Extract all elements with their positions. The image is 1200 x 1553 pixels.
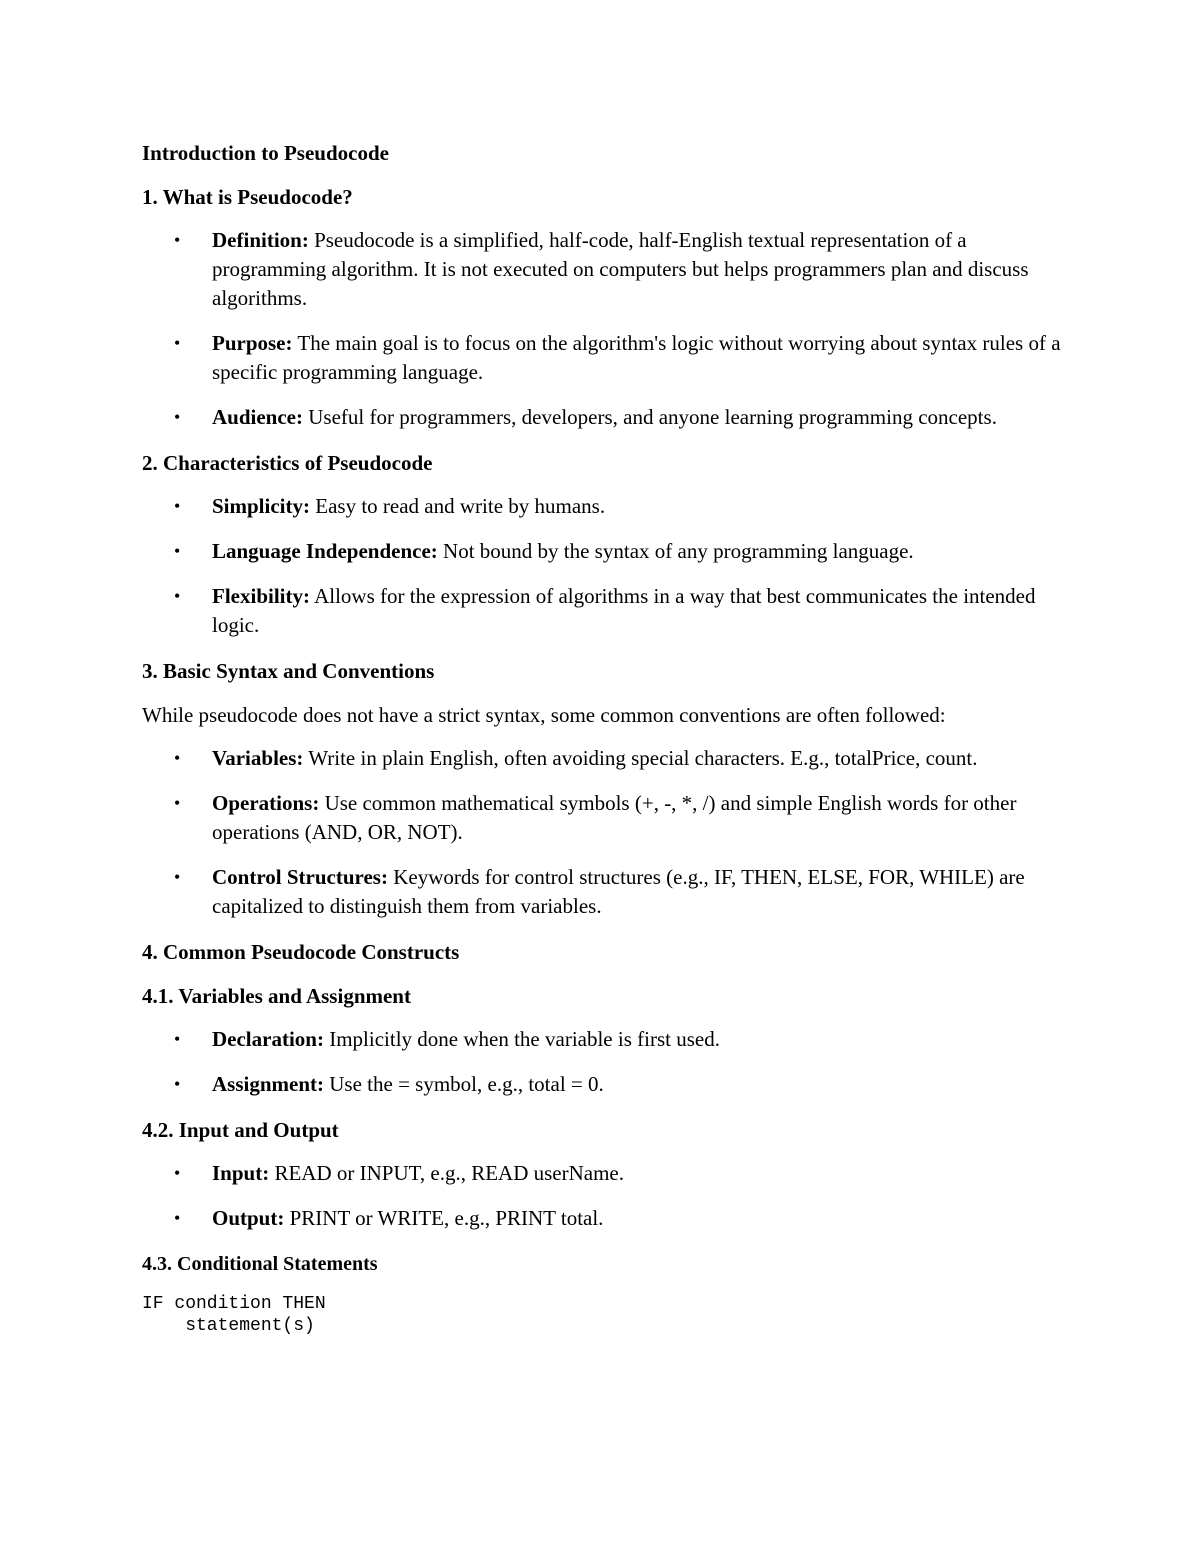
item-text: Implicitly done when the variable is first used. bbox=[323, 1027, 720, 1051]
list-item bbox=[142, 537, 1072, 566]
item-term: Variables: bbox=[212, 746, 304, 770]
list-item bbox=[142, 1204, 1072, 1233]
item-term: Operations: bbox=[212, 791, 320, 815]
section-3-list bbox=[142, 744, 1072, 921]
list-item bbox=[142, 863, 1072, 921]
item-text: Allows for the expression of algorithms in a way that best communicates the intended logic. bbox=[212, 584, 1036, 637]
section-1-heading: 1. What is Pseudocode? bbox=[142, 185, 353, 209]
bullet-icon: • bbox=[174, 793, 181, 813]
list-item bbox=[142, 582, 1072, 640]
item-text: PRINT or WRITE, e.g., PRINT total. bbox=[284, 1206, 604, 1230]
bullet-icon: • bbox=[174, 867, 181, 887]
item-text: READ or INPUT, e.g., READ userName. bbox=[269, 1161, 624, 1185]
bullet-icon: • bbox=[174, 407, 181, 427]
item-term: Simplicity: bbox=[212, 494, 310, 518]
section-3-intro: While pseudocode does not have a strict syntax, some common conventions are often followed: bbox=[142, 703, 946, 727]
item-text: The main goal is to focus on the algorithm's logic without worrying about syntax rules of a specific programming language. bbox=[212, 331, 1061, 384]
item-term: Flexibility: bbox=[212, 584, 310, 608]
item-term: Declaration: bbox=[212, 1027, 324, 1051]
section-4-1-list bbox=[142, 1025, 1072, 1099]
item-term: Definition: bbox=[212, 228, 309, 252]
document-page bbox=[142, 138, 1072, 1337]
item-text: Pseudocode is a simplified, half-code, half-English textual representation of a programming algorithm. It is not executed on computers but helps programmers plan and discuss algorithms. bbox=[212, 228, 1029, 310]
document-title: Introduction to Pseudocode bbox=[142, 141, 389, 165]
section-1-list bbox=[142, 226, 1072, 432]
list-item bbox=[142, 1159, 1072, 1188]
list-item bbox=[142, 1025, 1072, 1054]
item-term: Output: bbox=[212, 1206, 285, 1230]
list-item bbox=[142, 403, 1072, 432]
list-item bbox=[142, 226, 1072, 313]
section-4-2-heading: 4.2. Input and Output bbox=[142, 1118, 339, 1142]
list-item bbox=[142, 329, 1072, 387]
section-3-heading: 3. Basic Syntax and Conventions bbox=[142, 659, 435, 683]
item-text: Keywords for control structures (e.g., IF, THEN, ELSE, FOR, WHILE) are capitalized to distinguish them from variables. bbox=[212, 865, 1025, 918]
item-text: Useful for programmers, developers, and anyone learning programming concepts. bbox=[303, 405, 997, 429]
item-term: Purpose: bbox=[212, 331, 293, 355]
item-term: Assignment: bbox=[212, 1072, 325, 1096]
item-term: Input: bbox=[212, 1161, 270, 1185]
bullet-icon: • bbox=[174, 1208, 181, 1228]
section-4-1-heading: 4.1. Variables and Assignment bbox=[142, 984, 411, 1008]
bullet-icon: • bbox=[174, 748, 181, 768]
code-block: IF condition THEN statement(s) bbox=[142, 1294, 326, 1336]
bullet-icon: • bbox=[174, 586, 181, 606]
item-text: Not bound by the syntax of any programming language. bbox=[437, 539, 914, 563]
section-4-2-list bbox=[142, 1159, 1072, 1233]
bullet-icon: • bbox=[174, 1074, 181, 1094]
item-term: Language Independence: bbox=[212, 539, 438, 563]
section-2-heading: 2. Characteristics of Pseudocode bbox=[142, 451, 433, 475]
bullet-icon: • bbox=[174, 230, 181, 250]
item-term: Audience: bbox=[212, 405, 303, 429]
list-item bbox=[142, 492, 1072, 521]
section-2-list bbox=[142, 492, 1072, 640]
item-text: Write in plain English, often avoiding special characters. E.g., totalPrice, count. bbox=[303, 746, 978, 770]
item-text: Easy to read and write by humans. bbox=[310, 494, 606, 518]
bullet-icon: • bbox=[174, 541, 181, 561]
list-item bbox=[142, 1070, 1072, 1099]
bullet-icon: • bbox=[174, 496, 181, 516]
bullet-icon: • bbox=[174, 1163, 181, 1183]
bullet-icon: • bbox=[174, 1029, 181, 1049]
item-text: Use the = symbol, e.g., total = 0. bbox=[324, 1072, 604, 1096]
item-text: Use common mathematical symbols (+, -, *, /) and simple English words for other operations (AND, OR, NOT). bbox=[212, 791, 1017, 844]
list-item bbox=[142, 789, 1072, 847]
section-4-heading: 4. Common Pseudocode Constructs bbox=[142, 940, 460, 964]
bullet-icon: • bbox=[174, 333, 181, 353]
section-4-3-heading: 4.3. Conditional Statements bbox=[142, 1253, 378, 1275]
list-item bbox=[142, 744, 1072, 773]
item-term: Control Structures: bbox=[212, 865, 388, 889]
